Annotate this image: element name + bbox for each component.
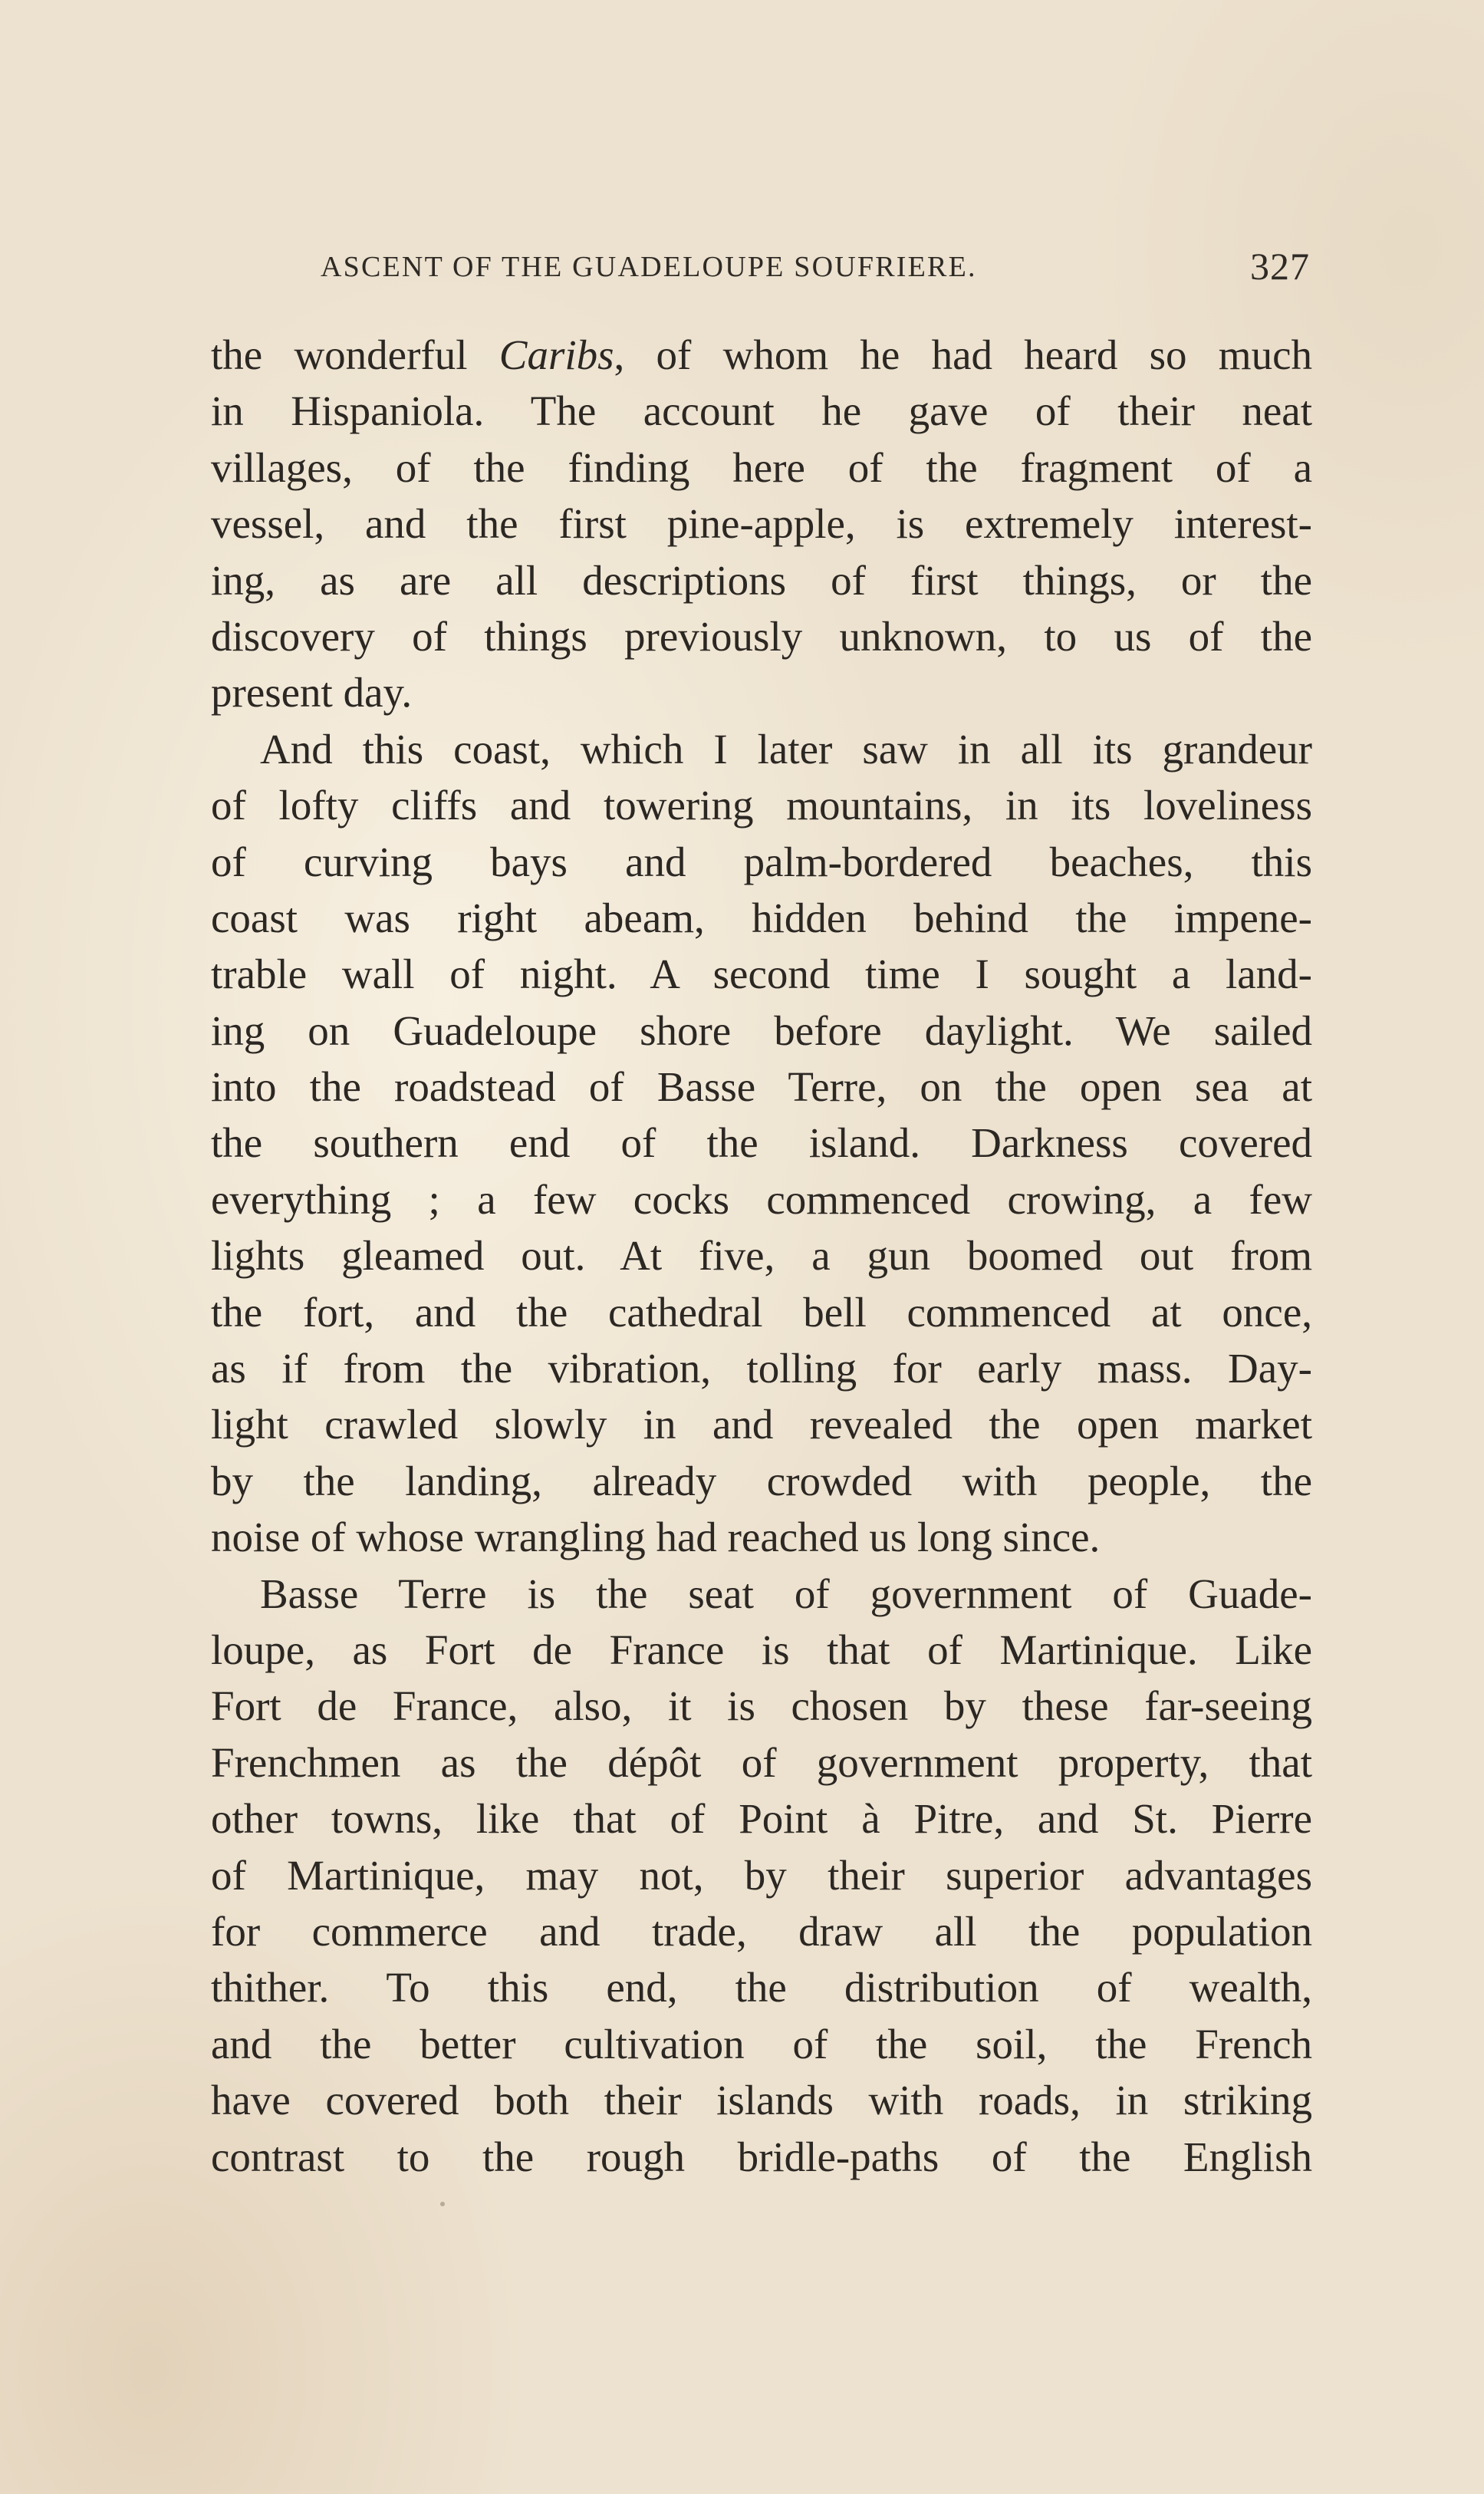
line-text: , of whom he had heard so much: [614, 331, 1312, 378]
line-text: thither. To this end, the distribution of wealth,: [211, 1964, 1312, 2011]
text-line: [211, 552, 1312, 608]
line-text: everything ; a few cocks commenced crowing, a few: [211, 1175, 1312, 1223]
text-line: [211, 1566, 1312, 1622]
line-text: And this coast, which I later saw in all its grandeur: [260, 725, 1312, 773]
text-line: [211, 721, 1312, 777]
line-text: noise of whose wrangling had reached us long since.: [211, 1514, 1101, 1561]
text-line: [211, 2072, 1312, 2128]
text-line: [211, 383, 1312, 439]
body-text: [211, 327, 1312, 2185]
line-text: in Hispaniola. The account he gave of their neat: [211, 387, 1312, 435]
text-line: [211, 1115, 1312, 1171]
text-line: [211, 777, 1312, 833]
text-line: [211, 327, 1312, 383]
text-line: [211, 1678, 1312, 1734]
line-text: villages, of the finding here of the fragment of a: [211, 443, 1312, 491]
line-text: ing, as are all descriptions of first things, or the: [211, 556, 1312, 604]
text-line: [211, 1340, 1312, 1396]
text-line: [211, 608, 1312, 664]
line-text: light crawled slowly in and revealed the open market: [211, 1401, 1312, 1448]
line-text: Fort de France, also, it is chosen by these far-seeing: [211, 1682, 1312, 1730]
text-line: [211, 1453, 1312, 1509]
text-line: [211, 1622, 1312, 1678]
paragraph: [211, 327, 1312, 721]
text-line: [211, 946, 1312, 1002]
text-line: [211, 1059, 1312, 1115]
line-text: other towns, like that of Point à Pitre, and St. Pierre: [211, 1795, 1312, 1843]
page-number: 327: [1250, 245, 1310, 288]
line-text: contrast to the rough bridle-paths of the English: [211, 2133, 1312, 2180]
italic-word: Caribs: [499, 331, 614, 378]
text-line: [211, 1284, 1312, 1340]
text-line: [211, 1903, 1312, 1959]
text-line: [211, 1227, 1312, 1283]
text-line: [211, 1509, 1312, 1565]
text-line: [211, 1396, 1312, 1452]
line-text: by the landing, already crowded with people, the: [211, 1457, 1312, 1504]
paragraph: [211, 721, 1312, 1566]
line-text: the wonderful: [211, 331, 499, 378]
line-text: of Martinique, may not, by their superior advantages: [211, 1851, 1312, 1899]
line-text: loupe, as Fort de France is that of Martinique. Like: [211, 1626, 1312, 1673]
text-line: [211, 890, 1312, 946]
text-line: [211, 1791, 1312, 1847]
line-text: discovery of things previously unknown, to us of the: [211, 612, 1312, 660]
line-text: as if from the vibration, tolling for early mass. Day-: [211, 1345, 1312, 1392]
text-line: [211, 496, 1312, 552]
line-text: the fort, and the cathedral bell commenced at once,: [211, 1288, 1312, 1336]
line-text: of lofty cliffs and towering mountains, in its loveliness: [211, 782, 1312, 829]
text-line: [211, 2129, 1312, 2185]
paper-speck: [440, 2202, 445, 2206]
line-text: Basse Terre is the seat of government of Guade-: [260, 1570, 1312, 1617]
text-line: [211, 1003, 1312, 1059]
line-text: Frenchmen as the dépôt of government property, that: [211, 1738, 1312, 1786]
line-text: coast was right abeam, hidden behind the impene-: [211, 894, 1312, 941]
running-title: ASCENT OF THE GUADELOUPE SOUFRIERE.: [321, 251, 977, 283]
running-header: [321, 244, 1310, 290]
text-line: [211, 2016, 1312, 2072]
line-text: into the roadstead of Basse Terre, on the open sea at: [211, 1063, 1312, 1111]
text-line: [211, 1171, 1312, 1227]
line-text: trable wall of night. A second time I sought a land-: [211, 950, 1312, 998]
line-text: the southern end of the island. Darkness covered: [211, 1119, 1312, 1167]
text-line: [211, 1735, 1312, 1791]
paragraph: [211, 1566, 1312, 2185]
line-text: present day.: [211, 669, 413, 717]
line-text: vessel, and the first pine-apple, is extremely interest-: [211, 500, 1312, 548]
text-line: [211, 1959, 1312, 2015]
line-text: lights gleamed out. At five, a gun boomed out from: [211, 1232, 1312, 1280]
text-line: [211, 440, 1312, 496]
line-text: of curving bays and palm-bordered beaches, this: [211, 838, 1312, 885]
text-line: [211, 1847, 1312, 1903]
text-line: [211, 664, 1312, 720]
line-text: for commerce and trade, draw all the population: [211, 1907, 1312, 1955]
line-text: have covered both their islands with roads, in striking: [211, 2077, 1312, 2124]
text-line: [211, 834, 1312, 890]
line-text: ing on Guadeloupe shore before daylight. We sailed: [211, 1006, 1312, 1054]
line-text: and the better cultivation of the soil, the French: [211, 2020, 1312, 2067]
